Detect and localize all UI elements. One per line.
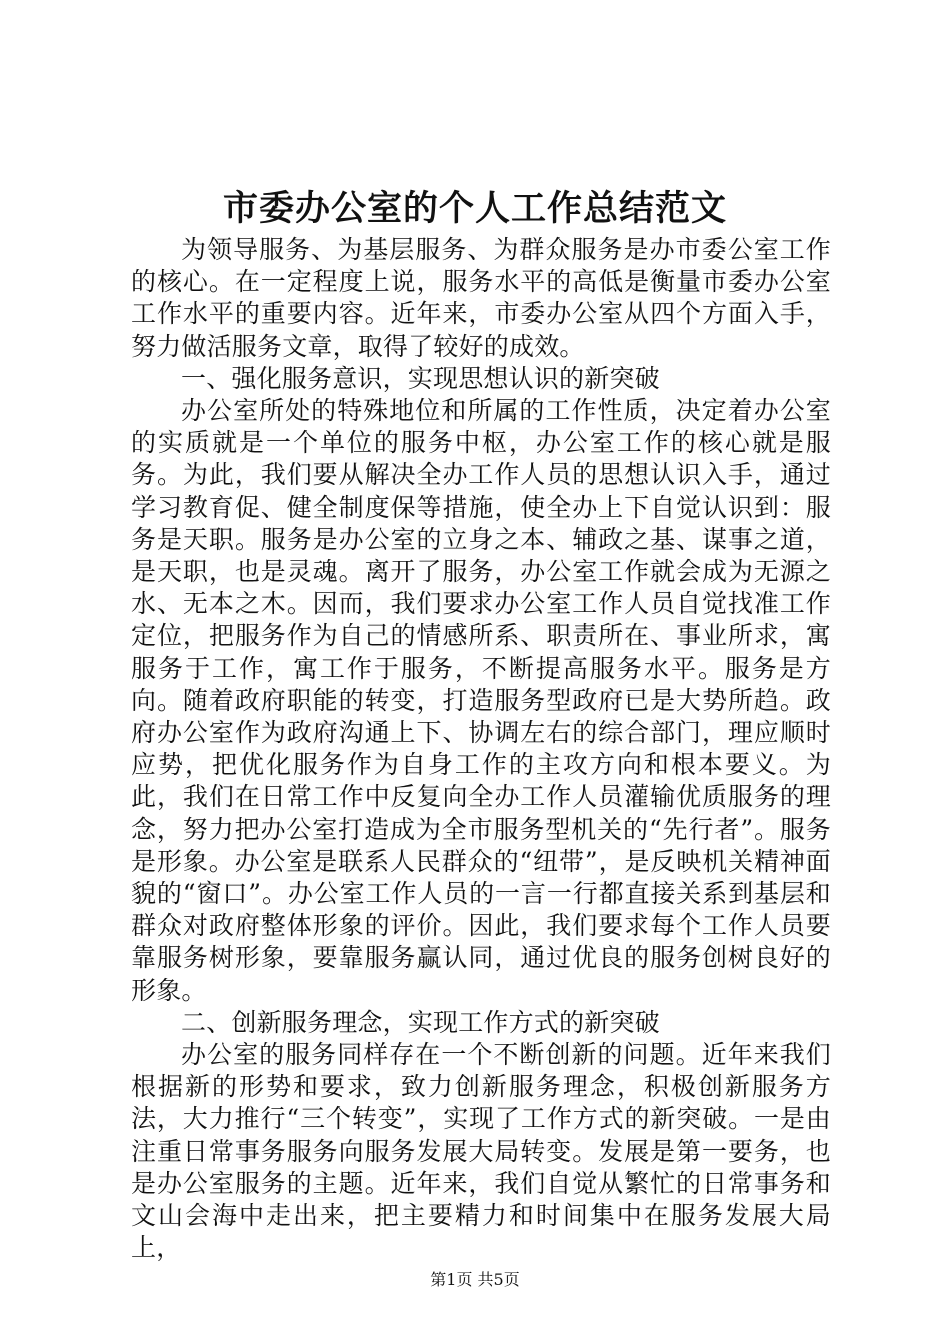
section-heading-2: 二、创新服务理念，实现工作方式的新突破 xyxy=(181,1007,660,1037)
document-body xyxy=(131,234,831,1265)
paragraph-section-2: 办公室的服务同样存在一个不断创新的问题。近年来我们根据新的形势和要求，致力创新服务理念，积极创新服务方法，大力推行“三个转变”，实现了工作方式的新突破。一是由注重日常事务服务向服务发展大局转变。发展是第一要务，也是办公室服务的主题。近年来，我们自觉从繁忙的日常事务和文山会海中走出来，把主要精力和时间集中在服务发展大局上， xyxy=(131,1040,831,1263)
section-heading-1: 一、强化服务意识，实现思想认识的新突破 xyxy=(181,363,660,393)
page-footer: 第1页 共5页 xyxy=(430,1270,520,1289)
paragraph-section-1: 办公室所处的特殊地位和所属的工作性质，决定着办公室的实质就是一个单位的服务中枢，办公室工作的核心就是服务。为此，我们要从解决全办工作人员的思想认识入手，通过学习教育促、健全制度保等措施，使全办上下自觉认识到：服务是天职。服务是办公室的立身之本、辅政之基、谋事之道，是天职，也是灵魂。离开了服务，办公室工作就会成为无源之水、无本之木。因而，我们要求办公室工作人员自觉找准工作定位，把服务作为自己的情感所系、职责所在、事业所求，寓服务于工作，寓工作于服务，不断提高服务水平。服务是方向。随着政府职能的转变，打造服务型政府已是大势所趋。政府办公室作为政府沟通上下、协调左右的综合部门，理应顺时应势，把优化服务作为自身工作的主攻方向和根本要义。为此，我们在日常工作中反复向全办工作人员灌输优质服务的理念，努力把办公室打造成为全市服务型机关的“先行者”。服务是形象。办公室是联系人民群众的“纽带”，是反映机关精神面貌的“窗口”。办公室工作人员的一言一行都直接关系到基层和群众对政府整体形象的评价。因此，我们要求每个工作人员要靠服务树形象，要靠服务赢认同，通过优良的服务创树良好的形象。 xyxy=(131,396,831,1005)
paragraph-intro: 为领导服务、为基层服务、为群众服务是办市委公室工作的核心。在一定程度上说，服务水平的高低是衡量市委办公室工作水平的重要内容。近年来，市委办公室从四个方面入手，努力做活服务文章，取得了较好的成效。 xyxy=(131,235,831,361)
document-title: 市委办公室的个人工作总结范文 xyxy=(222,188,727,229)
